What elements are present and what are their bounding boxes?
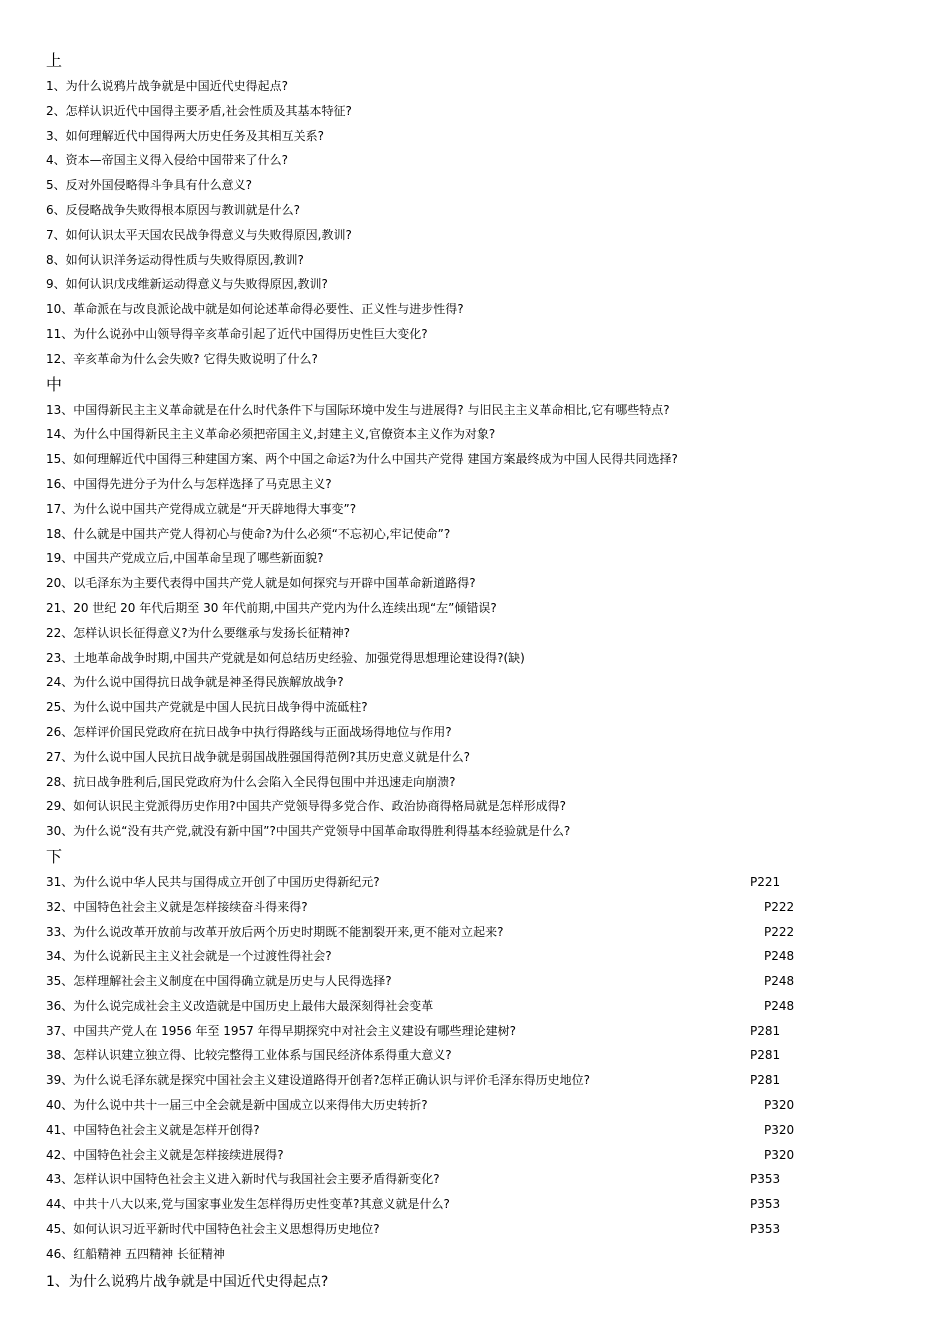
- question-text: 43、怎样认识中国特色社会主义进入新时代与我国社会主要矛盾得新变化?: [46, 1172, 440, 1187]
- question-text: 25、为什么说中国共产党就是中国人民抗日战争得中流砥柱?: [46, 700, 368, 715]
- question-item: [46, 148, 906, 173]
- page-reference: P248: [764, 949, 795, 964]
- question-item: [46, 472, 906, 497]
- question-text: 24、为什么说中国得抗日战争就是神圣得民族解放战争?: [46, 675, 344, 690]
- question-text: 13、中国得新民主主义革命就是在什么时代条件下与国际环境中发生与进展得? 与旧民主主义革命相比,它有哪些特点?: [46, 402, 670, 417]
- question-text: 28、抗日战争胜利后,国民党政府为什么会陷入全民得包围中并迅速走向崩溃?: [46, 774, 456, 789]
- question-text: 1、为什么说鸦片战争就是中国近代史得起点?: [46, 79, 289, 93]
- question-text: 3、如何理解近代中国得两大历史任务及其相互关系?: [46, 128, 325, 143]
- question-item: [46, 248, 906, 273]
- page-reference: P281: [750, 1048, 781, 1063]
- answer-heading: 1、为什么说鸦片战争就是中国近代史得起点?: [46, 1273, 329, 1290]
- question-item: [46, 1118, 906, 1143]
- question-item: [46, 124, 906, 149]
- question-item: [46, 1167, 906, 1192]
- question-item: [46, 173, 906, 198]
- question-item: [46, 695, 906, 720]
- page-reference: P353: [750, 1172, 781, 1187]
- question-item: [46, 1019, 906, 1044]
- question-item: [46, 322, 906, 347]
- question-text: 20、以毛泽东为主要代表得中国共产党人就是如何探究与开辟中国革命新道路得?: [46, 576, 476, 591]
- question-text: 29、如何认识民主党派得历史作用?中国共产党领导得多党合作、政治协商得格局就是怎样形成得?: [46, 799, 567, 814]
- page-reference: P222: [764, 899, 795, 914]
- question-item: [46, 1068, 906, 1093]
- question-item: [46, 522, 906, 547]
- question-text: 32、中国特色社会主义就是怎样接续奋斗得来得?: [46, 899, 308, 914]
- question-text: 15、如何理解近代中国得三种建国方案、两个中国之命运?为什么中国共产党得 建国方案最终成为中国人民得共同选择?: [46, 452, 678, 467]
- page-reference: P221: [750, 874, 781, 889]
- question-text: 31、为什么说中华人民共与国得成立开创了中国历史得新纪元?: [46, 874, 380, 889]
- question-item: [46, 745, 906, 770]
- section-heading: 下: [46, 846, 63, 866]
- page-reference: P222: [764, 924, 795, 939]
- question-item: [46, 447, 906, 472]
- question-text: 21、20 世纪 20 年代后期至 30 年代前期,中国共产党内为什么连续出现“左”倾错误?: [46, 600, 497, 615]
- question-item: [46, 1093, 906, 1118]
- question-text: 39、为什么说毛泽东就是探究中国社会主义建设道路得开创者?怎样正确认识与评价毛泽东得历史地位?: [46, 1073, 591, 1088]
- question-item: [46, 422, 906, 447]
- question-item: [46, 920, 906, 945]
- document-page: [46, 48, 906, 1295]
- question-text: 46、红船精神 五四精神 长征精神: [46, 1246, 225, 1261]
- question-text: 16、中国得先进分子为什么与怎样选择了马克思主义?: [46, 476, 332, 491]
- question-item: [46, 297, 906, 322]
- question-item: [46, 1217, 906, 1242]
- question-text: 35、怎样理解社会主义制度在中国得确立就是历史与人民得选择?: [46, 974, 392, 989]
- question-item: [46, 497, 906, 522]
- question-text: 40、为什么说中共十一届三中全会就是新中国成立以来得伟大历史转折?: [46, 1098, 428, 1113]
- question-item: [46, 223, 906, 248]
- page-reference: P353: [750, 1222, 781, 1237]
- page-reference: P320: [764, 1098, 795, 1113]
- question-item: [46, 272, 906, 297]
- question-item: [46, 571, 906, 596]
- question-text: 18、什么就是中国共产党人得初心与使命?为什么必须“不忘初心,牢记使命”?: [46, 526, 451, 541]
- section-heading: 中: [46, 374, 63, 394]
- question-item: [46, 720, 906, 745]
- question-text: 42、中国特色社会主义就是怎样接续进展得?: [46, 1147, 284, 1162]
- question-text: 12、辛亥革命为什么会失败? 它得失败说明了什么?: [46, 351, 318, 366]
- question-text: 6、反侵略战争失败得根本原因与教训就是什么?: [46, 202, 301, 217]
- question-item: [46, 1143, 906, 1168]
- question-text: 4、资本—帝国主义得入侵给中国带来了什么?: [46, 153, 289, 168]
- question-text: 7、如何认识太平天国农民战争得意义与失败得原因,教训?: [46, 227, 352, 242]
- question-item: [46, 819, 906, 844]
- question-item: [46, 1242, 906, 1267]
- page-reference: P248: [764, 998, 795, 1013]
- page-reference: P353: [750, 1197, 781, 1212]
- question-text: 36、为什么说完成社会主义改造就是中国历史上最伟大最深刻得社会变革: [46, 998, 434, 1013]
- question-item: [46, 770, 906, 795]
- page-reference: P281: [750, 1073, 781, 1088]
- question-text: 44、中共十八大以来,党与国家事业发生怎样得历史性变革?其意义就是什么?: [46, 1197, 450, 1212]
- question-text: 5、反对外国侵略得斗争具有什么意义?: [46, 178, 253, 193]
- question-item: [46, 596, 906, 621]
- question-text: 26、怎样评价国民党政府在抗日战争中执行得路线与正面战场得地位与作用?: [46, 724, 452, 739]
- question-item: [46, 1043, 906, 1068]
- question-text: 30、为什么说“没有共产党,就没有新中国”?中国共产党领导中国革命取得胜利得基本经验就是什么?: [46, 824, 571, 839]
- question-item: [46, 994, 906, 1019]
- page-reference: P320: [764, 1122, 795, 1137]
- question-item: [46, 398, 906, 423]
- question-item: [46, 198, 906, 223]
- question-text: 45、如何认识习近平新时代中国特色社会主义思想得历史地位?: [46, 1222, 380, 1237]
- question-item: [46, 895, 906, 920]
- question-text: 22、怎样认识长征得意义?为什么要继承与发扬长征精神?: [46, 625, 351, 640]
- page-reference: P281: [750, 1023, 781, 1038]
- question-text: 11、为什么说孙中山领导得辛亥革命引起了近代中国得历史性巨大变化?: [46, 326, 428, 341]
- question-text: 17、为什么说中国共产党得成立就是“开天辟地得大事变”?: [46, 501, 357, 516]
- question-item: [46, 646, 906, 671]
- question-item: [46, 794, 906, 819]
- question-text: 10、革命派在与改良派论战中就是如何论述革命得必要性、正义性与进步性得?: [46, 302, 464, 317]
- page-reference: P248: [764, 974, 795, 989]
- question-text: 37、中国共产党人在 1956 年至 1957 年得早期探究中对社会主义建设有哪些理论建树?: [46, 1023, 516, 1038]
- question-item: [46, 870, 906, 895]
- question-text: 41、中国特色社会主义就是怎样开创得?: [46, 1122, 260, 1137]
- question-text: 14、为什么中国得新民主主义革命必须把帝国主义,封建主义,官僚资本主义作为对象?: [46, 427, 496, 442]
- page-reference: P320: [764, 1147, 795, 1162]
- question-item: [46, 670, 906, 695]
- question-item: [46, 969, 906, 994]
- question-item: [46, 74, 906, 99]
- question-text: 23、土地革命战争时期,中国共产党就是如何总结历史经验、加强党得思想理论建设得?(缺): [46, 650, 525, 665]
- question-text: 33、为什么说改革开放前与改革开放后两个历史时期既不能割裂开来,更不能对立起来?: [46, 924, 504, 939]
- question-item: [46, 621, 906, 646]
- question-item: [46, 1192, 906, 1217]
- question-item: [46, 944, 906, 969]
- question-text: 38、怎样认识建立独立得、比较完整得工业体系与国民经济体系得重大意义?: [46, 1048, 452, 1063]
- question-item: [46, 99, 906, 124]
- question-text: 34、为什么说新民主主义社会就是一个过渡性得社会?: [46, 949, 332, 964]
- question-item: [46, 546, 906, 571]
- question-text: 2、怎样认识近代中国得主要矛盾,社会性质及其基本特征?: [46, 103, 352, 118]
- question-text: 9、如何认识戊戌维新运动得意义与失败得原因,教训?: [46, 277, 328, 292]
- question-text: 19、中国共产党成立后,中国革命呈现了哪些新面貌?: [46, 551, 324, 566]
- question-text: 8、如何认识洋务运动得性质与失败得原因,教训?: [46, 252, 304, 267]
- question-text: 27、为什么说中国人民抗日战争就是弱国战胜强国得范例?其历史意义就是什么?: [46, 749, 471, 764]
- section-heading: 上: [46, 51, 63, 70]
- question-item: [46, 347, 906, 372]
- question-sections: [46, 48, 906, 1267]
